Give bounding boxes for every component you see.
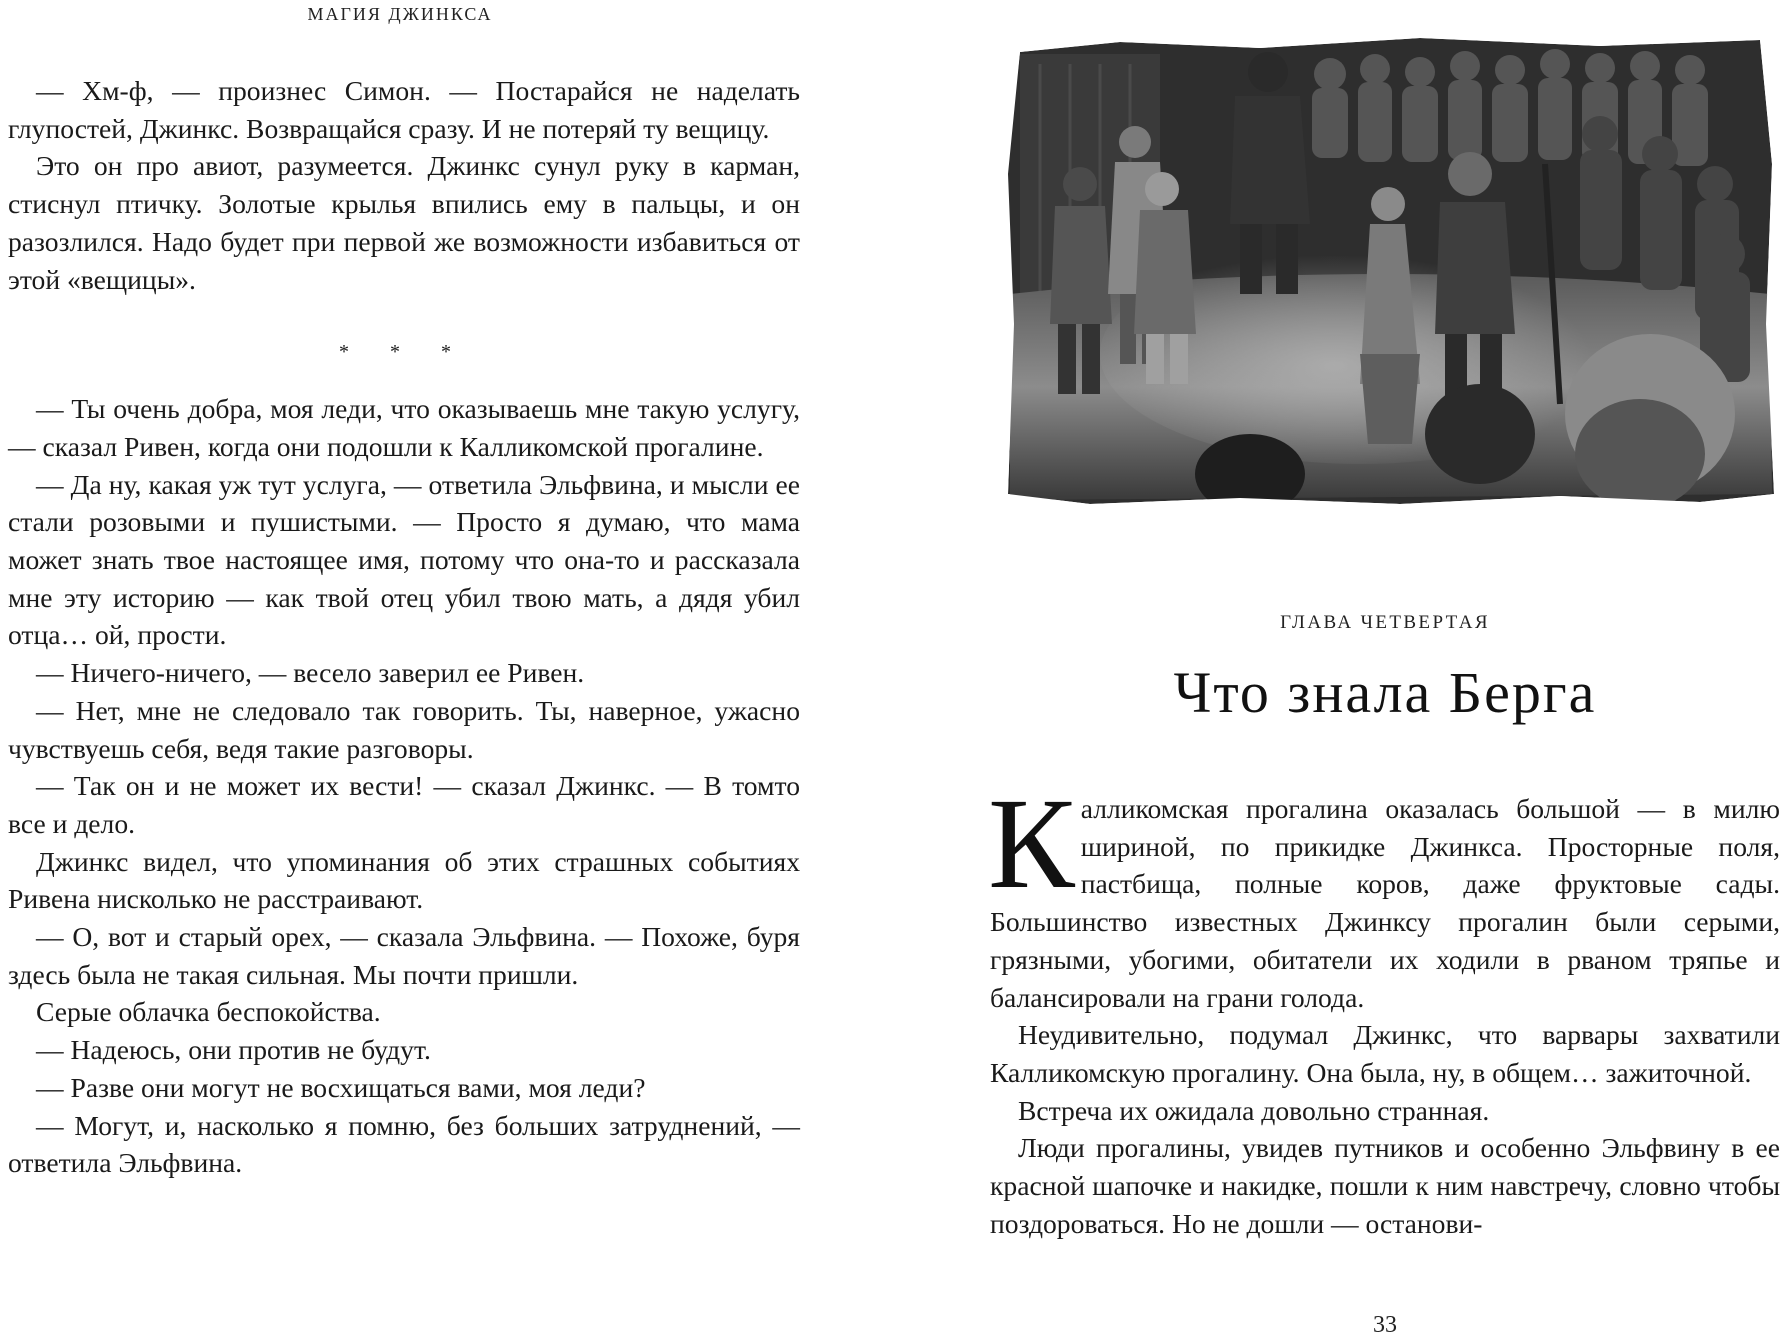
paragraph: Джинкс видел, что упоминания об этих страшных событиях Ривена нисколько не расстраивают. <box>8 845 800 915</box>
paragraph: — Надеюсь, они против не будут. <box>36 1034 431 1066</box>
left-text-block <box>8 72 800 1182</box>
running-head: МАГИЯ ДЖИНКСА <box>307 4 493 24</box>
chapter-label: ГЛАВА ЧЕТВЕРТАЯ <box>1280 612 1490 633</box>
right-text-block <box>988 772 1780 1242</box>
left-page <box>0 0 800 1344</box>
paragraph: — Разве они могут не восхищаться вами, моя леди? <box>36 1071 646 1103</box>
drop-cap: К <box>988 772 1075 916</box>
paragraph: — Ты очень добра, моя леди, что оказываешь мне такую услугу, — сказал Ривен, когда они подошли к Калликомской прогалине. <box>8 393 800 462</box>
paragraph: — Так он и не может их вести! — сказал Джинкс. — В томто все и дело. <box>8 770 800 839</box>
paragraph: — Ничего-ничего, — весело заверил ее Ривен. <box>36 657 585 689</box>
paragraph: — О, вот и старый орех, — сказала Эльфвина. — Похоже, буря здесь была не такая сильная. Мы почти пришли. <box>8 921 800 990</box>
first-paragraph-text: алликомская прогалина оказалась большой — в милю шириной, по прикидке Джинкса. Просторные поля, пастбища, полные коров, даже фруктовые сады. Большинство известных Джинксу прогалин были серыми, грязными, убогими, обитатели их ходили в рваном тряпье и балансировали на грани голода. <box>990 793 1780 1013</box>
page-number: 33 <box>1373 1312 1397 1338</box>
paragraph: Это он про авиот, разумеется. Джинкс сунул руку в карман, стиснул птичку. Золотые крылья впились ему в пальцы, и он разозлился. Надо будет при первой же возможности избавиться от этой «вещицы». <box>8 150 800 295</box>
paragraph: — Хм-ф, — произнес Симон. — Постарайся не наделать глупостей, Джинкс. Возвращайся сразу. И не потеряй ту вещицу. <box>8 75 800 144</box>
paragraph: Серые облачка беспокойства. <box>36 996 381 1028</box>
paragraph: Встреча их ожидала довольно странная. <box>1018 1094 1490 1126</box>
section-separator: * * * <box>339 341 469 364</box>
paragraph: Люди прогалины, увидев путников и особенно Эльфвину в ее красной шапочке и накидке, пошли к ним навстречу, словно чтобы поздороваться. Но не дошли — останови- <box>990 1132 1780 1239</box>
paragraph: Неудивительно, подумал Джинкс, что варвары захватили Калликомскую прогалину. Она была, ну, в общем… зажиточной. <box>990 1019 1780 1088</box>
chapter-title: Что знала Берга <box>1173 660 1597 725</box>
right-page <box>990 0 1780 1344</box>
first-paragraph <box>988 772 1780 1016</box>
illustration-crowd-in-village <box>1000 24 1780 564</box>
paragraph: — Нет, мне не следовало так говорить. Ты, наверное, ужасно чувствуешь себя, ведя такие разговоры. <box>8 694 800 764</box>
paragraph: — Могут, и, насколько я помню, без больших затруднений, — ответила Эльфвина. <box>8 1109 800 1179</box>
paragraph: — Да ну, какая уж тут услуга, — ответила Эльфвина, и мысли ее стали розовыми и пушистыми. — Просто я думаю, что мама может знать твое настоящее имя, потому что она-то и рассказала мне эту историю — как твой отец убил твою мать, а дядя убил отца… ой, прости. <box>8 468 800 651</box>
